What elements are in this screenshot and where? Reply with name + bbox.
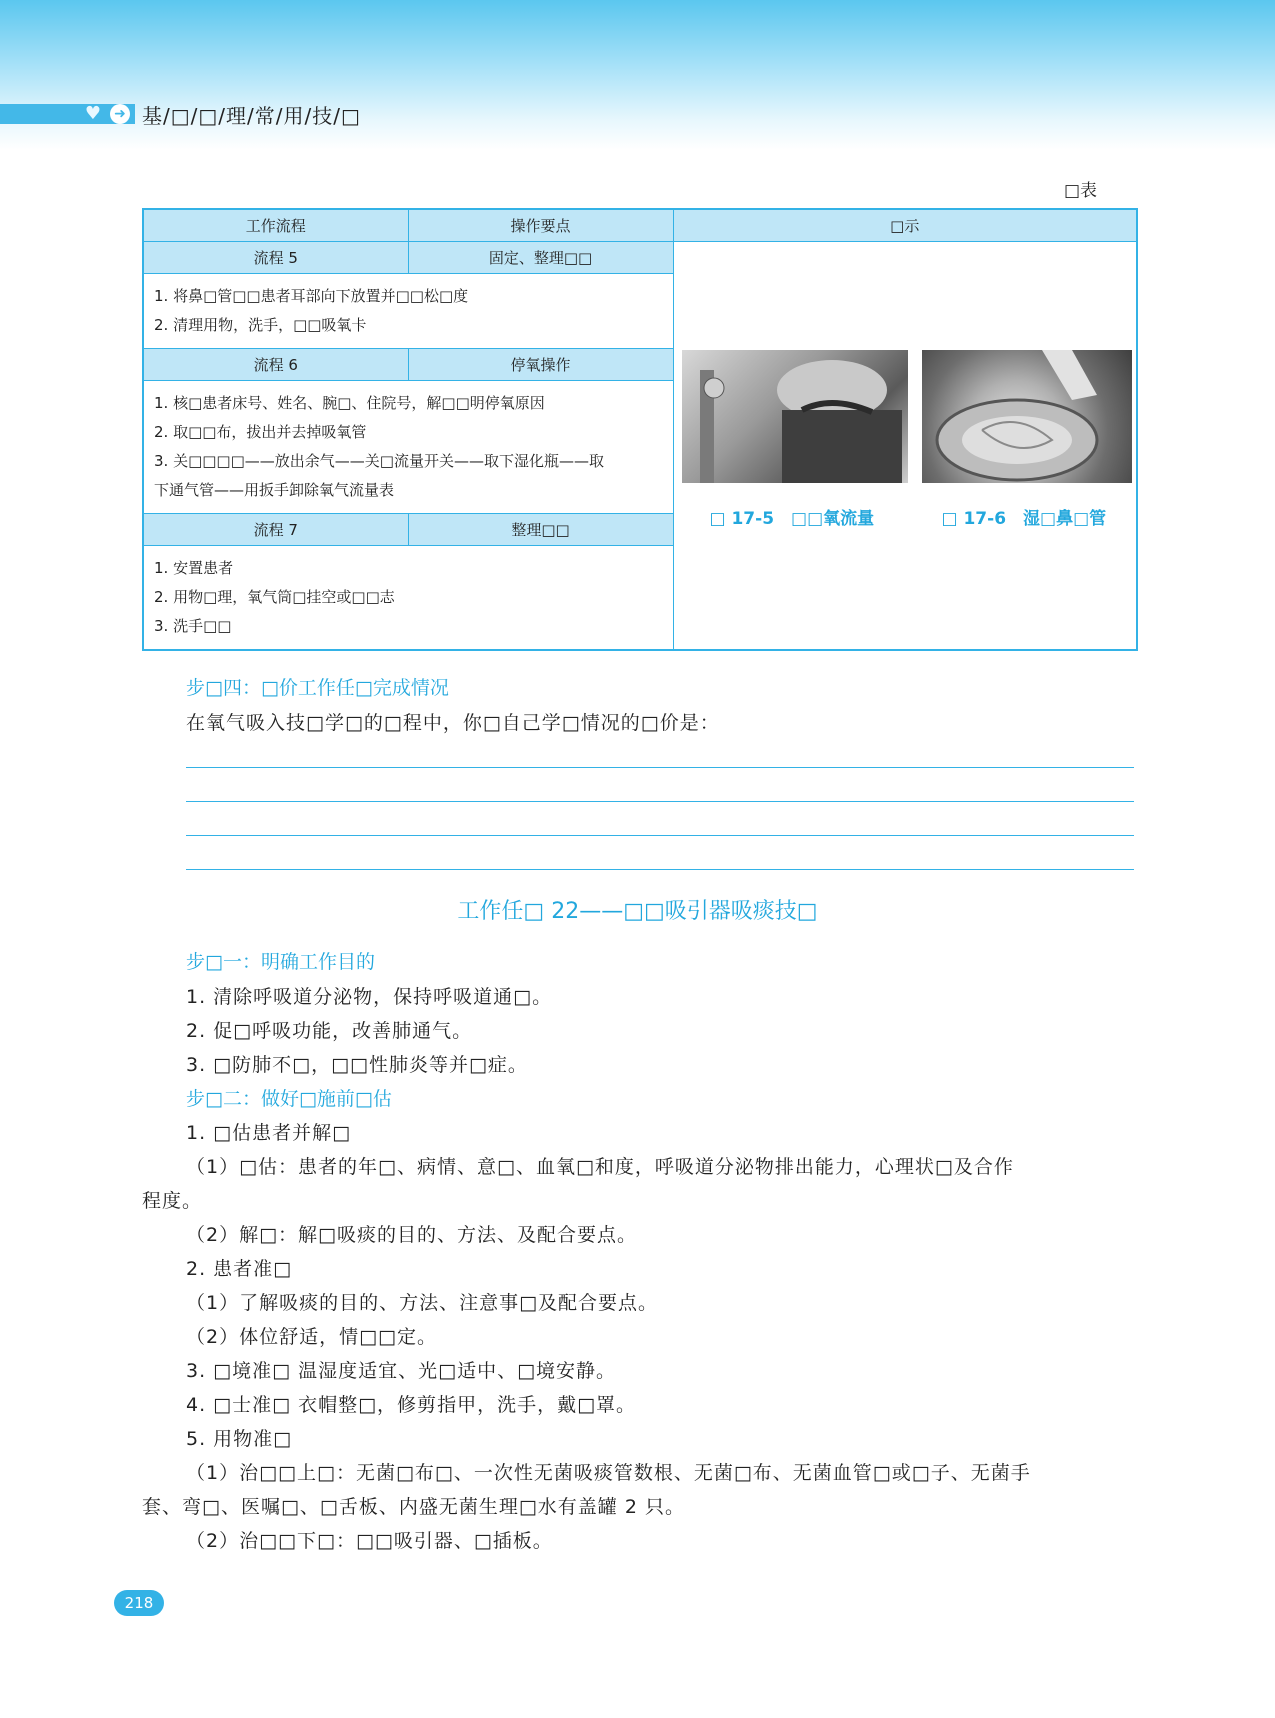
key-label: 整理□□ — [408, 514, 673, 546]
flow-steps — [143, 274, 673, 349]
figure-cell — [673, 242, 1137, 651]
step-item: 2. 用物□理，氧气筒□挂空或□□志 — [154, 588, 395, 606]
col-header-flow: 工作流程 — [143, 209, 408, 242]
evaluation-prompt: 在氧气吸入技□学□的□程中，你□自己学□情况的□价是： — [186, 712, 720, 734]
answer-line — [186, 835, 1134, 836]
oxygen-flow-photo — [682, 350, 908, 483]
section-heading: 步□四：□价工作任□完成情况 — [186, 677, 449, 699]
task-title: 工作任□ 22——□□吸引器吸痰技□ — [457, 899, 818, 924]
figure-17-6-caption: □ 17-6 湿□鼻□管 — [941, 509, 1107, 529]
answer-line — [186, 767, 1134, 768]
text-line: 2. 患者准□ — [186, 1258, 293, 1280]
step-item: 下通气管——用扳手卸除氧气流量表 — [154, 481, 395, 499]
key-label: 固定、整理□□ — [408, 242, 673, 274]
flow-label: 流程 5 — [143, 242, 408, 274]
flow-label: 流程 6 — [143, 349, 408, 381]
text-line: 4. □士准□ 衣帽整□，修剪指甲，洗手，戴□罩。 — [186, 1394, 637, 1416]
text-line: （1）了解吸痰的目的、方法、注意事□及配合要点。 — [186, 1292, 659, 1314]
text-line: 3. □境准□ 温湿度适宜、光□适中、□境安静。 — [186, 1360, 617, 1382]
flow-steps — [143, 546, 673, 651]
col-header-figure: □示 — [673, 209, 1137, 242]
table-caption: □表 — [1064, 181, 1098, 201]
text-line: （1）□估：患者的年□、病情、意□、血氧□和度，呼吸道分泌物排出能力，心理状□及合作 — [186, 1156, 1014, 1178]
figure-17-5-caption: □ 17-5 □□氧流量 — [709, 509, 875, 529]
list-item: 3. □防肺不□，□□性肺炎等并□症。 — [186, 1054, 528, 1076]
step-item: 3. 洗手□□ — [154, 617, 232, 635]
section-heading: 步□二：做好□施前□估 — [186, 1088, 392, 1110]
flow-steps — [143, 381, 673, 514]
section-heading: 步□一：明确工作目的 — [186, 951, 375, 973]
flow-label: 流程 7 — [143, 514, 408, 546]
text-line: 5. 用物准□ — [186, 1428, 293, 1450]
key-label: 停氧操作 — [408, 349, 673, 381]
text-line: 1. □估患者并解□ — [186, 1122, 352, 1144]
answer-line — [186, 801, 1134, 802]
book-title: 基/□/□/理/常/用/技/□ — [142, 104, 361, 128]
page-number: 218 — [114, 1590, 164, 1616]
step-item: 1. 将鼻□管□□患者耳部向下放置并□□松□度 — [154, 287, 469, 305]
answer-line — [186, 869, 1134, 870]
procedure-table — [142, 208, 1138, 651]
list-item: 2. 促□呼吸功能，改善肺通气。 — [186, 1020, 473, 1042]
heart-icon: ♥ — [84, 103, 102, 124]
col-header-key: 操作要点 — [408, 209, 673, 242]
step-item: 1. 安置患者 — [154, 559, 234, 577]
step-item: 2. 取□□布，拔出并去掉吸氧管 — [154, 423, 367, 441]
step-item: 1. 核□患者床号、姓名、腕□、住院号，解□□明停氧原因 — [154, 394, 545, 412]
arrow-right-icon: ➜ — [110, 104, 130, 124]
step-item: 3. 关□□□□——放出余气——关□流量开关——取下湿化瓶——取 — [154, 452, 604, 470]
nasal-cannula-photo — [922, 350, 1132, 483]
text-line: （2）体位舒适，情□□定。 — [186, 1326, 437, 1348]
text-line: （1）治□□上□：无菌□布□、一次性无菌吸痰管数根、无菌□布、无菌血管□或□子、无菌手 — [186, 1462, 1031, 1484]
text-line: （2）解□：解□吸痰的目的、方法、及配合要点。 — [186, 1224, 637, 1246]
list-item: 1. 清除呼吸道分泌物，保持呼吸道通□。 — [186, 986, 553, 1008]
text-line: 套、弯□、医嘱□、□舌板、内盛无菌生理□水有盖罐 2 只。 — [142, 1496, 685, 1518]
step-item: 2. 清理用物，洗手，□□吸氧卡 — [154, 316, 367, 334]
text-line: （2）治□□下□：□□吸引器、□插板。 — [186, 1530, 553, 1552]
text-line: 程度。 — [142, 1190, 203, 1212]
